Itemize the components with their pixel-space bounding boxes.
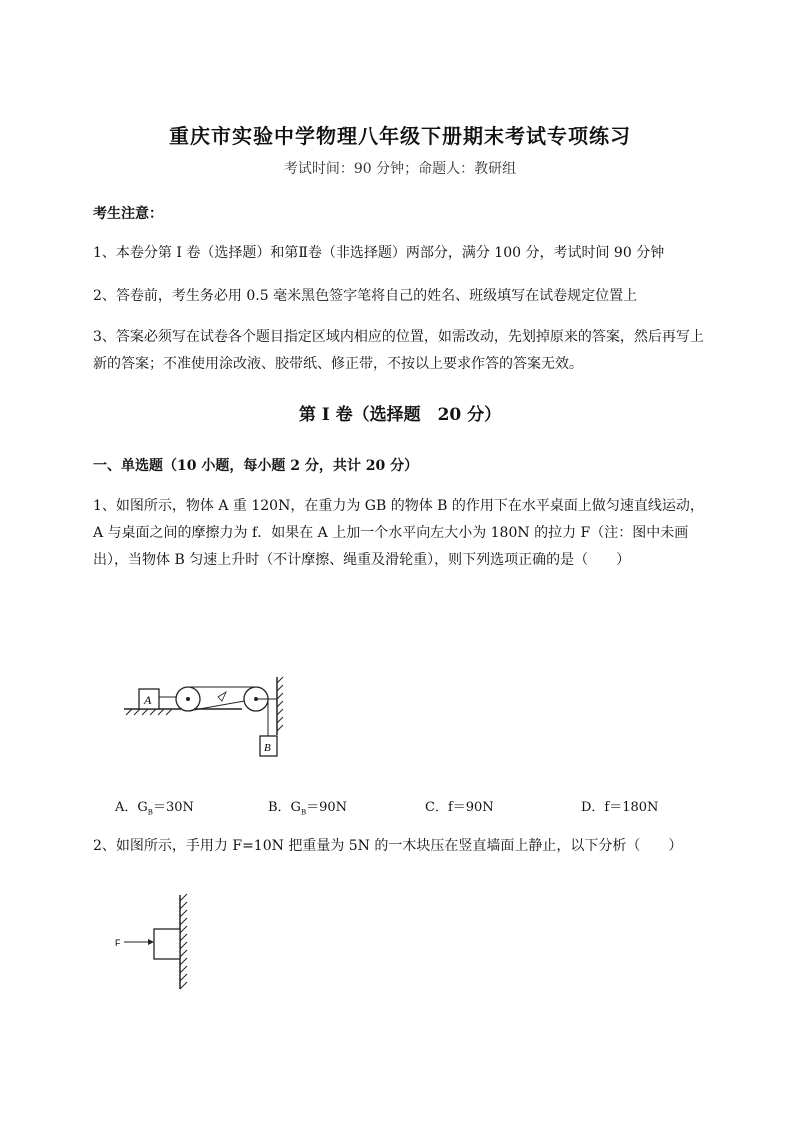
page-title: 重庆市实验中学物理八年级下册期末考试专项练习 — [169, 124, 631, 148]
question-1-text: 1、如图所示，物体 A 重 120N，在重力为 GB 的物体 B 的作用下在水平桌面上做匀速直线运动，A 与桌面之间的摩擦力为 f．如果在 A 上加一个水平向左大小为 180N 的拉力 F（注：图中未画出），当物体 B 匀速上升时（不计摩擦、绳重及滑轮重），则下列选项正确的是（ ） — [93, 498, 704, 568]
exam-info: 考试时间：90 分钟；命题人：教研组 — [283, 161, 517, 177]
option-b[interactable]: B．$G_B=90N$ — [268, 800, 348, 817]
figure-label-f: F — [115, 938, 121, 948]
notice-item-3: 3、答案必须写在试卷各个题目指定区域内相应的位置，如需改动，先划掉原来的答案，然后再写上新的答案；不准使用涂改液、胶带纸、修正带，不按以上要求作答的答案无效。 — [93, 329, 704, 372]
figure-label-a: A — [144, 693, 152, 707]
option-d[interactable]: D．f＝180N — [581, 800, 659, 815]
notice-item-2: 2、答卷前，考生务必用 0.5 毫米黑色签字笔将自己的姓名、班级填写在试卷规定位置上 — [93, 288, 638, 304]
section-title: 第 I 卷（选择题 20 分） — [298, 405, 502, 425]
notice-item-1: 1、本卷分第 I 卷（选择题）和第Ⅱ卷（非选择题）两部分，满分 100 分，考试时间 90 分钟 — [93, 245, 665, 261]
notice-label: 考生注意： — [93, 206, 163, 222]
figure-label-b: B — [264, 742, 271, 754]
option-a[interactable]: A．$G_B=30N$ — [115, 800, 194, 817]
pulley-figure — [122, 675, 292, 767]
wall-block-figure — [112, 893, 202, 993]
question-2-text: 2、如图所示，手用力 F=10N 把重量为 5N 的一木块压在竖直墙面上静止，以下分析（ ） — [93, 838, 683, 854]
part-title: 一、单选题（10 小题，每小题 2 分，共计 20 分） — [93, 458, 419, 474]
option-c[interactable]: C．f＝90N — [425, 800, 494, 815]
